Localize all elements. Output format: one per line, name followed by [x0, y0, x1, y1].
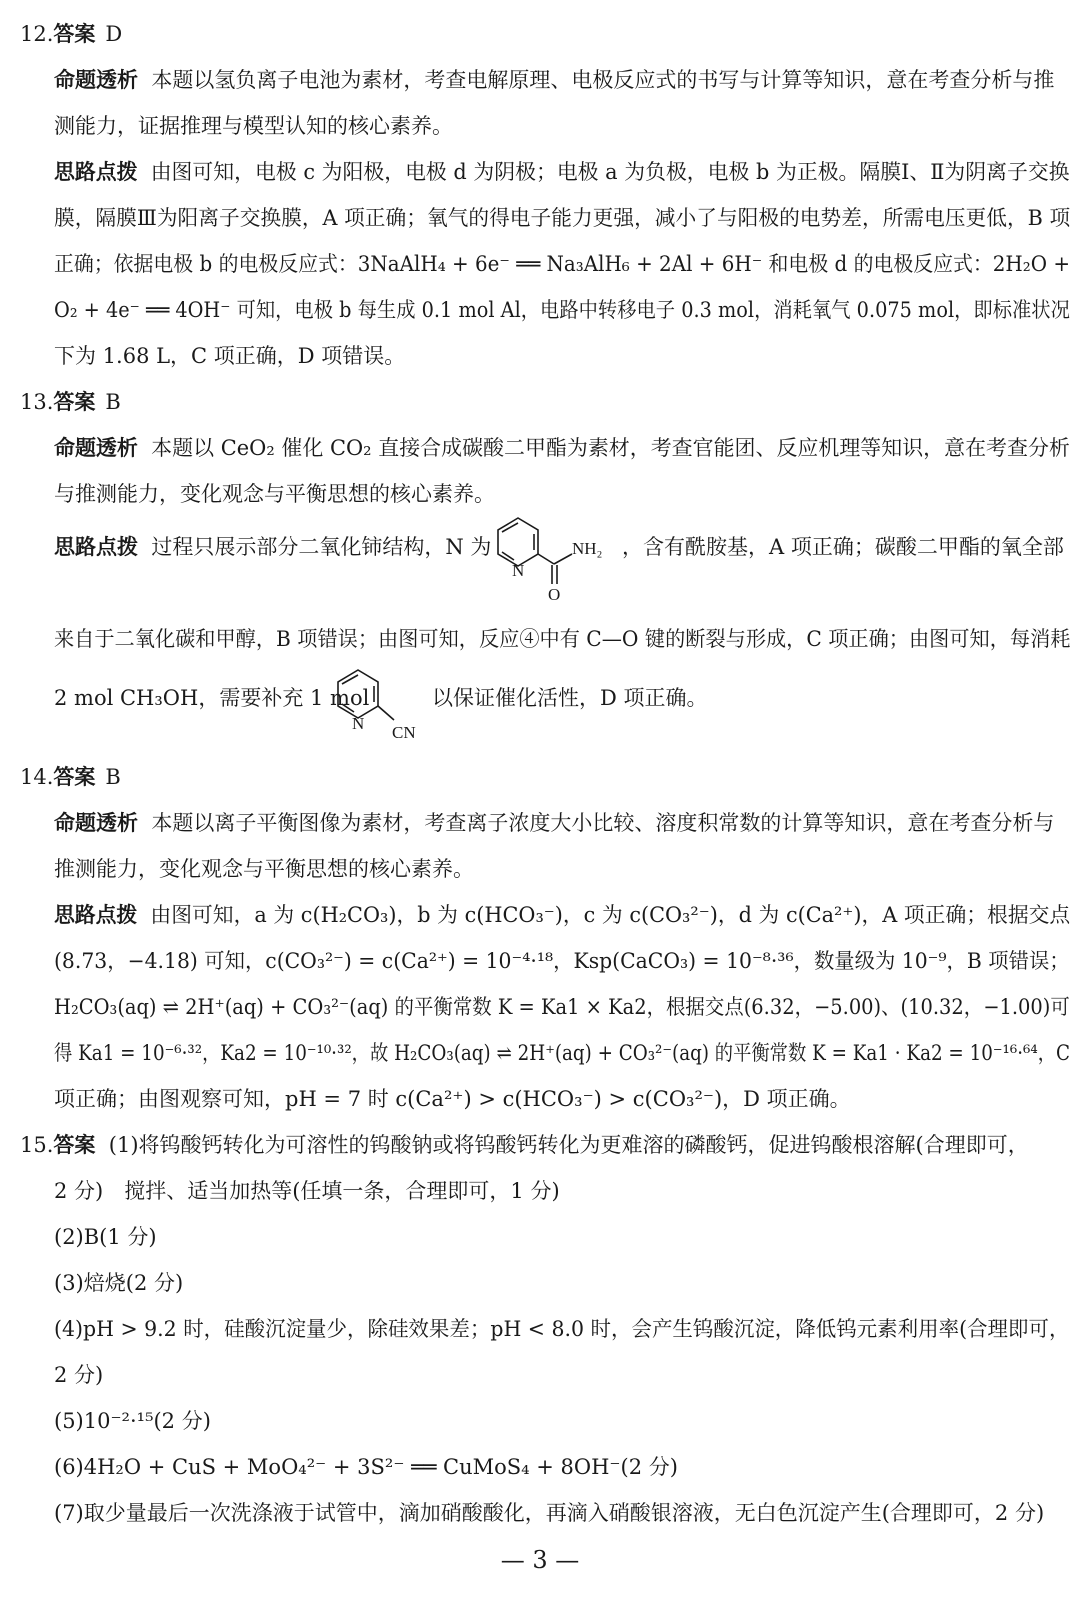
q14-analysis-text-1: 本题以离子平衡图像为素材，考查离子浓度大小比较、溶度积常数的计算等知识，意在考查分析与	[151, 811, 1055, 835]
q14-hint-label: 思路点拨	[54, 903, 138, 927]
q14-hint-line-2: (8.73，−4.18) 可知，c(CO₃²⁻) = c(Ca²⁺) = 10⁻⁴·¹⁸，Ksp(CaCO₃) = 10⁻⁸·³⁶，数量级为 10⁻⁹，B 项错误；	[54, 949, 1070, 973]
q15-line-6: 2 分)	[54, 1363, 104, 1387]
q15-line-8: (6)4H₂O + CuS + MoO₄²⁻ + 3S²⁻ ══ CuMoS₄ + 8OH⁻(2 分)	[54, 1455, 678, 1479]
q12-analysis-line-1	[54, 66, 1054, 94]
q13-answer-label: 答案	[53, 390, 96, 414]
q12-hint-line-5: 下为 1.68 L，C 项正确，D 项错误。	[54, 344, 406, 368]
q13-hint-text-1: 过程只展示部分二氧化铈结构，N 为	[151, 535, 492, 559]
q14-hint-line-3: H₂CO₃(aq) ⇌ 2H⁺(aq) + CO₃²⁻(aq) 的平衡常数 K = Ka1 × Ka2，根据交点(6.32，−5.00)、(10.32，−1.00)可	[54, 995, 1070, 1019]
amide-c-n-bond	[554, 554, 572, 564]
ring-cn-bond	[378, 706, 394, 720]
q13-header	[20, 388, 121, 416]
ring-carbonyl-bond	[538, 554, 554, 564]
q15-line-3: (2)B(1 分)	[54, 1225, 157, 1249]
page-number: — 3 —	[500, 1546, 580, 1574]
q13-answer: B	[105, 390, 121, 414]
q15-line-2: 2 分) 搅拌、适当加热等(任填一条，合理即可，1 分)	[54, 1179, 560, 1203]
q13-number: 13.	[20, 390, 54, 414]
q15-line-9: (7)取少量最后一次洗涤液于试管中，滴加硝酸酸化，再滴入硝酸银溶液，无白色沉淀产生(合理即可，2 分)	[54, 1501, 1045, 1525]
nh2-label: NH₂	[572, 539, 603, 558]
q14-answer: B	[105, 765, 121, 789]
q14-analysis-label: 命题透析	[54, 811, 138, 835]
q13-analysis-line-2: 与推测能力，变化观念与平衡思想的核心素养。	[54, 482, 495, 506]
q14-hint-text-1: 由图可知，a 为 c(H₂CO₃)，b 为 c(HCO₃⁻)，c 为 c(CO₃²⁻)，d 为 c(Ca²⁺)，A 项正确；根据交点	[150, 903, 1071, 927]
q12-hint-line-2: 膜，隔膜Ⅲ为阳离子交换膜，A 项正确；氧气的得电子能力更强，减小了与阳极的电势差，所需电压更低，B 项	[54, 206, 1071, 230]
cn-label: CN	[392, 723, 416, 742]
q15-answer-label: 答案	[53, 1133, 96, 1157]
q15-line-1	[20, 1131, 1029, 1159]
q15-text-1: (1)将钨酸钙转化为可溶性的钨酸钠或将钨酸钙转化为更难溶的磷酸钙，促进钨酸根溶解(合理即可，	[108, 1133, 1029, 1157]
q13-hint-line-1-post: ，含有酰胺基，A 项正确；碳酸二甲酯的氧全部	[622, 535, 1064, 559]
q12-analysis-label: 命题透析	[54, 68, 138, 92]
oxygen-label: O	[548, 585, 561, 602]
picolinamide-structure	[488, 510, 618, 602]
q12-answer: D	[105, 22, 123, 46]
q14-header	[20, 763, 121, 791]
q14-analysis-line-1	[54, 809, 1054, 837]
q12-hint-text-1: 由图可知，电极 c 为阳极，电极 d 为阴极；电极 a 为负极，电极 b 为正极。隔膜Ⅰ、Ⅱ为阴离子交换	[150, 160, 1070, 184]
q14-answer-label: 答案	[53, 765, 96, 789]
q14-hint-line-1	[54, 901, 1070, 929]
pyridine-ring	[498, 518, 538, 566]
q14-hint-line-5: 项正确；由图观察可知，pH = 7 时 c(Ca²⁺) > c(HCO₃⁻) > c(CO₃²⁻)，D 项正确。	[54, 1087, 851, 1111]
q13-hint-label: 思路点拨	[54, 535, 138, 559]
q12-analysis-line-2: 测能力，证据推理与模型认知的核心素养。	[54, 114, 453, 138]
ring-nitrogen-label: N	[512, 561, 525, 580]
q12-hint-line-4: O₂ + 4e⁻ ══ 4OH⁻ 可知，电极 b 每生成 0.1 mol Al，电路中转移电子 0.3 mol，消耗氧气 0.075 mol，即标准状况	[54, 298, 1070, 322]
q12-hint-line-3: 正确；依据电极 b 的电极反应式：3NaAlH₄ + 6e⁻ ══ Na₃AlH₆ + 2Al + 6H⁻ 和电极 d 的电极反应式：2H₂O +	[54, 252, 1071, 276]
ring-nitrogen-label: N	[352, 714, 365, 733]
q12-number: 12.	[20, 22, 54, 46]
q15-line-5: (4)pH > 9.2 时，硅酸沉淀量少，除硅效果差；pH < 8.0 时，会产生钨酸沉淀，降低钨元素利用率(合理即可，	[54, 1317, 1070, 1341]
q13-hint-line-2: 来自于二氧化碳和甲醇，B 项错误；由图可知，反应④中有 C—O 键的断裂与形成，C 项正确；由图可知，每消耗	[54, 627, 1071, 651]
q14-number: 14.	[20, 765, 54, 789]
q15-line-4: (3)焙烧(2 分)	[54, 1271, 184, 1295]
q13-analysis-label: 命题透析	[54, 436, 138, 460]
q12-header	[20, 20, 122, 48]
q12-analysis-text-1: 本题以氢负离子电池为素材，考查电解原理、电极反应式的书写与计算等知识，意在考查分析与推	[151, 68, 1055, 92]
pyridine-ring	[338, 670, 378, 718]
q13-hint-line-1-pre	[54, 533, 491, 561]
q13-hint-line-3-pre: 2 mol CH₃OH，需要补充 1 mol	[54, 686, 370, 710]
q12-answer-label: 答案	[53, 22, 96, 46]
q13-hint-line-3-post: 以保证催化活性，D 项正确。	[432, 686, 708, 710]
q14-hint-line-4: 得 Ka1 = 10⁻⁶·³²，Ka2 = 10⁻¹⁰·³²，故 H₂CO₃(aq) ⇌ 2H⁺(aq) + CO₃²⁻(aq) 的平衡常数 K = Ka1 · Ka2 = 10⁻¹⁶·⁶⁴，C	[54, 1041, 1070, 1065]
q13-analysis-text-1: 本题以 CeO₂ 催化 CO₂ 直接合成碳酸二甲酯为素材，考查官能团、反应机理等知识，意在考查分析	[151, 436, 1070, 460]
q13-analysis-line-1	[54, 434, 1070, 462]
q12-hint-label: 思路点拨	[54, 160, 138, 184]
q15-line-7: (5)10⁻²·¹⁵(2 分)	[54, 1409, 211, 1433]
q14-analysis-line-2: 推测能力，变化观念与平衡思想的核心素养。	[54, 857, 474, 881]
cyanopyridine-structure	[332, 664, 428, 744]
q15-number: 15.	[20, 1133, 54, 1157]
q12-hint-line-1	[54, 158, 1070, 186]
